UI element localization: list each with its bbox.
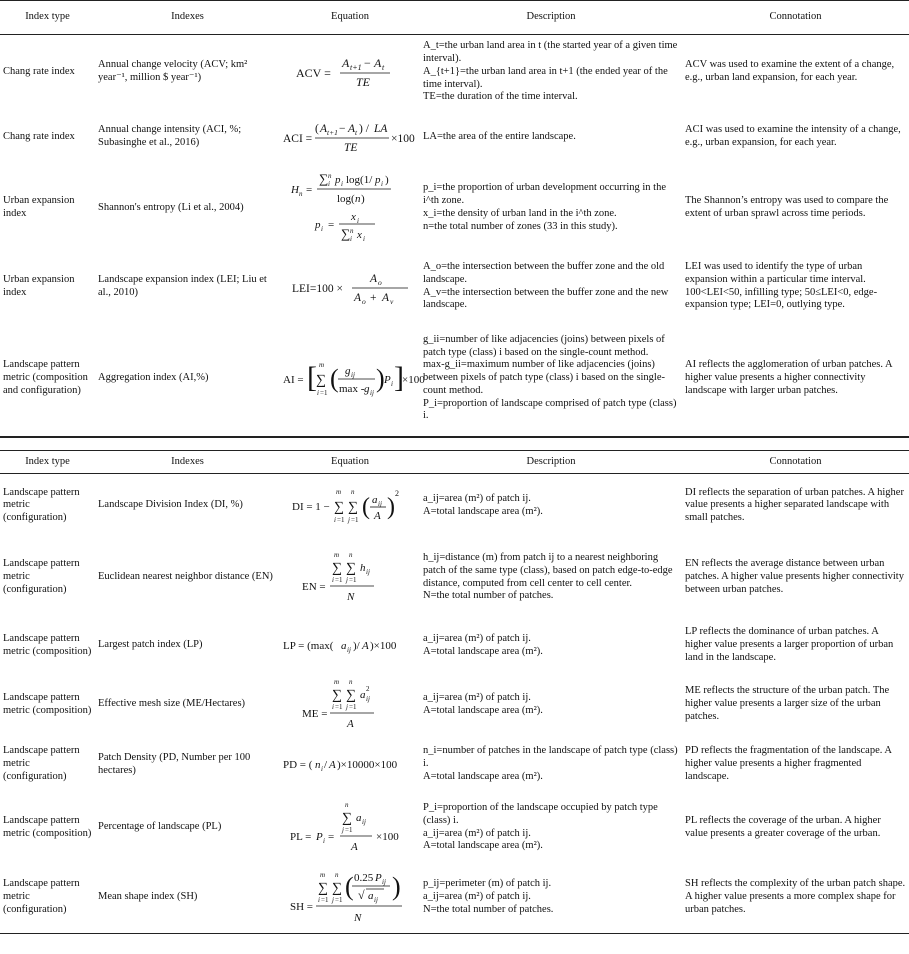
svg-text:i: i	[321, 225, 323, 233]
svg-text:∑: ∑	[318, 881, 328, 897]
svg-text:TE: TE	[344, 142, 358, 154]
connotation-cell: PL reflects the coverage of the urban. A higher value presents a greater coverage of the urban.	[685, 814, 881, 839]
svg-text:n: n	[299, 190, 303, 198]
svg-text:)×100: )×100	[370, 639, 397, 652]
svg-text:=1: =1	[321, 896, 329, 905]
svg-text:): )	[361, 193, 365, 205]
svg-text:PL =: PL =	[290, 830, 312, 843]
table-header-row	[0, 1, 909, 35]
desc-line: g_ii=number of like adjacencies (joins) between pixels of patch type (class) i based on the single-count method.	[423, 333, 665, 358]
svg-text:a: a	[368, 890, 374, 903]
svg-text:ij: ij	[366, 694, 370, 703]
table-header-row	[0, 451, 909, 474]
svg-text:n: n	[328, 172, 332, 180]
svg-text:2: 2	[395, 488, 399, 498]
desc-line: A=total landscape area (m²).	[423, 840, 543, 852]
svg-text:ACV =: ACV =	[296, 66, 331, 81]
svg-text:∑: ∑	[319, 171, 329, 186]
svg-text:A: A	[348, 123, 356, 135]
svg-text:n: n	[349, 677, 353, 686]
svg-text:∑: ∑	[332, 881, 342, 897]
equation-cell	[280, 538, 420, 618]
svg-text:∑: ∑	[346, 560, 356, 576]
svg-text:i: i	[381, 180, 383, 188]
svg-text:j: j	[346, 575, 348, 584]
svg-text:AI =: AI =	[283, 373, 304, 386]
svg-text:∑: ∑	[346, 687, 356, 703]
table-row	[0, 862, 909, 934]
svg-text:=1: =1	[335, 896, 343, 905]
svg-text:N: N	[347, 590, 355, 603]
svg-text:SH =: SH =	[290, 901, 314, 914]
table-row	[0, 474, 909, 538]
svg-text:A: A	[354, 291, 362, 304]
index-name-cell: Euclidean nearest neighbor distance (EN)	[98, 571, 273, 583]
svg-text:=1: =1	[345, 825, 353, 834]
desc-line: n_i=number of patches in the landscape of patch type (class) i.	[423, 745, 678, 770]
svg-text:i: i	[341, 180, 343, 188]
index-type-cell: Landscape pattern metric (configuration)	[0, 862, 95, 934]
index-name-cell: Annual change intensity (ACI, %; Subasinghe et al., 2016)	[98, 124, 242, 148]
svg-text:n: n	[345, 800, 349, 809]
header-equation: Equation	[280, 1, 420, 35]
svg-text:): )	[387, 493, 395, 520]
header-description: Description	[420, 451, 682, 474]
connotation-cell: SH reflects the complexity of the urban patch shape. A higher value presents a more complex shape for urban patches.	[682, 862, 909, 934]
header-equation: Equation	[280, 451, 420, 474]
svg-text:=1: =1	[335, 575, 343, 584]
index-type-cell: Landscape pattern metric (composition)	[3, 691, 92, 716]
lp-equation	[283, 634, 417, 658]
header-index-type: Index type	[0, 1, 95, 35]
svg-text:=1: =1	[337, 515, 345, 524]
svg-text:m: m	[320, 871, 326, 880]
svg-text:∑: ∑	[348, 499, 358, 515]
index-name-cell: Mean shape index (SH)	[95, 862, 280, 934]
svg-text:∑: ∑	[316, 372, 326, 388]
desc-line: x_i=the density of urban land in the i^th zone.	[423, 208, 617, 219]
equation-cell	[280, 794, 420, 862]
description-cell	[420, 736, 682, 794]
svg-text:m: m	[334, 677, 340, 686]
svg-text:n: n	[349, 550, 353, 559]
desc-line: a_ij=area (m²) of patch ij.	[423, 890, 531, 902]
desc-line: a_ij=area (m²) of patch ij.	[423, 632, 531, 644]
svg-text:): )	[385, 174, 389, 186]
svg-text:ij: ij	[382, 878, 386, 887]
svg-text:A: A	[320, 123, 328, 135]
desc-line: p_ij=perimeter (m) of patch ij.	[423, 878, 552, 890]
index-name-cell: Effective mesh size (ME/Hectares)	[98, 698, 246, 710]
table-row	[0, 110, 909, 165]
en-equation	[300, 550, 400, 606]
pl-equation	[288, 800, 412, 856]
index-type-cell: Landscape pattern metric (composition)	[3, 632, 92, 657]
svg-text:o: o	[378, 277, 382, 287]
header-index-type: Index type	[0, 451, 95, 474]
connotation-cell: The Shannon’s entropy was used to compare the extent of urban sprawl across time periods.	[685, 195, 889, 219]
index-name-cell: Percentage of landscape (PL)	[98, 821, 222, 833]
desc-line: max-g_ii=maximum number of like adjacencies (joins) between pixels of patch type (class) i based on the single-count method.	[423, 359, 666, 396]
equation-cell	[280, 322, 425, 437]
svg-text:×100: ×100	[376, 830, 399, 843]
connotation-cell: DI reflects the separation of urban patches. A higher value presents a higher separated landscape with small patches.	[685, 486, 904, 524]
svg-text:P: P	[316, 830, 323, 843]
svg-text:)×10000×100: )×10000×100	[337, 758, 398, 771]
svg-text:n: n	[355, 193, 361, 205]
table-row	[0, 35, 909, 110]
connotation-cell: PD reflects the fragmentation of the landscape. A higher value presents a higher fragmented landscape.	[685, 745, 892, 782]
svg-text:A: A	[347, 717, 354, 730]
description-cell	[420, 862, 682, 934]
svg-text:n: n	[351, 487, 355, 496]
index-type-cell: Urban expansion index	[3, 273, 75, 298]
svg-text:/: /	[324, 758, 328, 771]
me-equation	[300, 677, 400, 733]
description-cell	[420, 538, 682, 618]
equation-cell	[280, 252, 420, 322]
svg-text:t+1: t+1	[350, 63, 362, 73]
svg-text:H: H	[291, 184, 299, 196]
description-cell	[420, 165, 682, 252]
svg-text:ij: ij	[347, 645, 351, 654]
svg-text:t+1: t+1	[327, 128, 338, 137]
svg-text:): )	[392, 872, 401, 902]
desc-line: P_i=proportion of the landscape occupied by patch type (class) i.	[423, 801, 658, 826]
svg-text:(: (	[330, 363, 339, 393]
shannon-equation	[285, 168, 415, 248]
index-type-cell: Landscape pattern metric (composition)	[3, 814, 92, 839]
ai-equation	[283, 354, 425, 404]
svg-text:TE: TE	[356, 75, 371, 90]
svg-text:n: n	[315, 758, 321, 771]
svg-text:PD = (: PD = (	[283, 758, 313, 771]
svg-text:=1: =1	[351, 515, 359, 524]
svg-text:∑: ∑	[341, 226, 351, 241]
svg-text:j: j	[348, 515, 350, 524]
svg-text:p: p	[335, 174, 341, 186]
svg-text:i: i	[328, 180, 330, 188]
index-type-cell: Chang rate index	[3, 65, 75, 77]
connotation-cell: EN reflects the average distance between urban patches. A higher value presents higher connectivity between urban patches.	[685, 558, 904, 595]
sh-equation	[288, 866, 412, 928]
table-2	[0, 450, 909, 934]
svg-text:ij: ij	[351, 370, 355, 379]
desc-line: TE=the duration of the time interval.	[423, 91, 578, 103]
header-indexes: Indexes	[95, 451, 280, 474]
svg-text:√: √	[358, 888, 365, 903]
svg-text:A: A	[351, 840, 358, 853]
svg-text:log(: log(	[337, 193, 355, 205]
svg-text:i: i	[317, 388, 319, 397]
description-cell	[420, 252, 682, 322]
connotation-cell: LEI was used to identify the type of urban expansion within a particular time interval. 100<LEI<50, infilling type; 50≤LEI<0, edge-expansion type; LEI=0, outlying type.	[685, 260, 878, 311]
svg-text:A: A	[329, 758, 336, 771]
index-type-cell: Landscape pattern metric (configuration)	[3, 558, 80, 595]
desc-line: A=total landscape area (m²).	[423, 770, 543, 782]
description-cell	[420, 322, 682, 437]
pd-equation	[283, 753, 419, 777]
svg-text:ij: ij	[366, 567, 370, 576]
svg-text:−: −	[339, 123, 346, 135]
desc-line: A=total landscape area (m²).	[423, 704, 543, 716]
header-indexes: Indexes	[95, 1, 280, 35]
index-type-cell: Landscape pattern metric (configuration)	[3, 745, 80, 782]
svg-text:=1: =1	[349, 575, 357, 584]
svg-text:EN =: EN =	[302, 580, 326, 593]
svg-text:ME =: ME =	[302, 707, 328, 720]
svg-text:P: P	[384, 373, 391, 386]
svg-text:+: +	[370, 291, 377, 304]
index-name-cell: Patch Density (PD, Number per 100 hectares)	[98, 751, 251, 776]
svg-text:LEI=100 ×: LEI=100 ×	[292, 282, 343, 295]
equation-cell	[280, 618, 420, 674]
connotation-cell: LP reflects the dominance of urban patches. A higher value presents a larger proportion of urban land in the landscape.	[685, 626, 894, 663]
connotation-cell: ACI was used to examine the intensity of a change, e.g., urban expansion, for each year.	[685, 124, 901, 148]
svg-text:ACI =: ACI =	[283, 133, 313, 145]
equation-cell	[280, 862, 420, 934]
svg-text:m: m	[336, 487, 342, 496]
desc-line: N=the total number of patches.	[423, 590, 554, 602]
svg-text:]: ]	[394, 360, 404, 394]
svg-text:i: i	[350, 235, 352, 243]
connotation-cell: ME reflects the structure of the urban patch. The higher value presents a larger size of the urban patches.	[685, 685, 890, 722]
svg-text:i: i	[334, 515, 336, 524]
svg-text:∑: ∑	[334, 499, 344, 515]
index-name-cell: Landscape expansion index (LEI; Liu et al., 2010)	[98, 273, 267, 298]
desc-line: a_ij=area (m²) of patch ij.	[423, 691, 531, 703]
svg-text:A: A	[382, 291, 390, 304]
desc-line: A_t=the urban land area in t (the started year of a given time interval).	[423, 40, 678, 65]
index-name-cell: Landscape Division Index (DI, %)	[98, 499, 243, 511]
svg-text:m: m	[319, 360, 325, 369]
index-name-cell: Shannon's entropy (Li et al., 2004)	[98, 201, 244, 213]
svg-text:) /: ) /	[359, 123, 369, 135]
header-description: Description	[420, 1, 682, 35]
description-cell	[420, 110, 682, 165]
svg-text:m: m	[334, 550, 340, 559]
svg-text:×100: ×100	[402, 373, 425, 386]
svg-text:(: (	[315, 123, 319, 135]
svg-text:p: p	[315, 219, 321, 231]
index-type-cell: Urban expansion index	[3, 195, 75, 219]
svg-text:2: 2	[366, 684, 370, 693]
index-name-cell: Aggregation index (AI,%)	[95, 322, 280, 437]
svg-text:t: t	[382, 63, 385, 73]
svg-text:A: A	[374, 56, 382, 71]
index-type-cell: Landscape pattern metric (composition and configuration)	[0, 322, 95, 437]
svg-text:=: =	[328, 219, 335, 231]
svg-text:i: i	[391, 379, 393, 388]
svg-text:×100: ×100	[391, 133, 415, 145]
di-equation	[290, 483, 410, 529]
header-connotation: Connotation	[682, 1, 909, 35]
desc-line: LA=the area of the entire landscape.	[423, 130, 576, 142]
connotation-cell: AI reflects the agglomeration of urban patches. A higher value presents a higher connectivity landscape with larger urban patches.	[682, 322, 909, 437]
connotation-cell: ACV was used to examine the extent of a change, e.g., urban land expansion, for each year.	[685, 59, 895, 84]
desc-line: A_v=the intersection between the buffer zone and the new landscape.	[423, 286, 669, 311]
equation-cell	[280, 736, 420, 794]
svg-text:ij: ij	[362, 817, 366, 826]
svg-text:ij: ij	[374, 896, 378, 905]
svg-text:=: =	[306, 184, 313, 196]
svg-text:max -: max -	[339, 382, 365, 395]
desc-line: n=the total number of zones (33 in this study).	[423, 220, 618, 232]
description-cell	[420, 618, 682, 674]
svg-text:=1: =1	[335, 702, 343, 711]
svg-text:o: o	[362, 296, 366, 306]
equation-cell	[280, 165, 420, 252]
svg-text:i: i	[363, 235, 365, 243]
description-cell	[420, 674, 682, 736]
svg-text:n: n	[335, 871, 339, 880]
table-row	[0, 674, 909, 736]
svg-text:log(1/: log(1/	[346, 174, 373, 186]
svg-text:a: a	[341, 639, 347, 652]
svg-text:j: j	[332, 896, 334, 905]
svg-text:n: n	[350, 227, 354, 235]
svg-text:0.25: 0.25	[354, 872, 374, 885]
svg-text:p: p	[375, 174, 381, 186]
table-row	[0, 538, 909, 618]
svg-text:∑: ∑	[332, 687, 342, 703]
desc-line: a_ij=area (m²) of patch ij.	[423, 827, 531, 839]
svg-text:N: N	[354, 912, 362, 925]
desc-line: h_ij=distance (m) from patch ij to a nearest neighboring patch of the same type (class), based on patch edge-to-edge distance, computed from cell center to cell center.	[423, 551, 673, 589]
svg-text:∑: ∑	[332, 560, 342, 576]
acv-equation	[290, 52, 410, 92]
svg-text:A: A	[370, 272, 378, 285]
description-cell	[420, 474, 682, 538]
svg-text:)/: )/	[353, 639, 360, 652]
svg-text:v: v	[390, 296, 394, 306]
desc-line: N=the total number of patches.	[423, 903, 554, 915]
equation-cell	[280, 674, 420, 736]
svg-text:[: [	[307, 360, 317, 394]
svg-text:A: A	[362, 639, 369, 652]
svg-text:g: g	[345, 364, 351, 377]
svg-text:j: j	[342, 825, 344, 834]
description-cell	[420, 794, 682, 862]
svg-text:−: −	[364, 56, 371, 71]
svg-text:): )	[376, 363, 385, 393]
svg-text:ij: ij	[378, 499, 382, 508]
svg-text:A: A	[374, 509, 381, 522]
svg-text:a: a	[360, 688, 366, 701]
header-connotation: Connotation	[682, 451, 909, 474]
svg-text:i: i	[318, 896, 320, 905]
svg-text:h: h	[360, 561, 366, 574]
svg-text:t: t	[355, 128, 358, 137]
svg-text:i: i	[357, 217, 359, 225]
equation-cell	[280, 474, 420, 538]
svg-text:=: =	[328, 830, 335, 843]
equation-cell	[280, 110, 420, 165]
table-row	[0, 165, 909, 252]
table-1	[0, 0, 909, 438]
table-row	[0, 618, 909, 674]
svg-text:i: i	[323, 836, 325, 845]
svg-text:i: i	[332, 575, 334, 584]
svg-text:∑: ∑	[342, 810, 352, 826]
desc-line: a_ij=area (m²) of patch ij.	[423, 492, 531, 504]
desc-line: A_{t+1}=the urban land area in t+1 (the ended year of the time interval).	[423, 65, 668, 90]
table-row	[0, 252, 909, 322]
svg-text:a: a	[356, 811, 362, 824]
svg-text:(: (	[345, 872, 354, 902]
desc-line: p_i=the proportion of urban development occurring in the i^th zone.	[423, 182, 666, 207]
svg-text:i: i	[332, 702, 334, 711]
svg-text:=1: =1	[320, 388, 328, 397]
table-row	[0, 736, 909, 794]
desc-line: A=total landscape area (m²).	[423, 645, 543, 657]
svg-text:ij: ij	[370, 388, 374, 397]
svg-text:=1: =1	[349, 702, 357, 711]
description-cell	[420, 35, 682, 110]
svg-text:LP = (max(: LP = (max(	[283, 639, 334, 652]
svg-text:A: A	[342, 56, 350, 71]
table-row	[0, 794, 909, 862]
svg-text:LA: LA	[374, 123, 388, 135]
desc-line: P_i=proportion of landscape comprised of patch type (class) i.	[423, 397, 677, 422]
svg-text:x: x	[351, 211, 356, 223]
desc-line: A=total landscape area (m²).	[423, 505, 543, 517]
aci-equation	[283, 117, 419, 157]
index-name-cell: Annual change velocity (ACV; km² year⁻¹, million $ year⁻¹)	[98, 59, 248, 84]
equation-cell	[280, 35, 420, 110]
svg-text:j: j	[346, 702, 348, 711]
svg-text:i: i	[321, 764, 323, 773]
index-name-cell: Largest patch index (LP)	[98, 639, 203, 651]
table-row	[0, 322, 909, 437]
lei-equation	[290, 267, 410, 307]
svg-text:a: a	[372, 493, 378, 506]
svg-text:(: (	[362, 493, 370, 520]
index-type-cell: Landscape pattern metric (configuration)	[3, 486, 80, 524]
svg-text:g: g	[364, 382, 370, 395]
desc-line: A_o=the intersection between the buffer zone and the old landscape.	[423, 260, 665, 285]
svg-text:DI = 1 −: DI = 1 −	[292, 500, 330, 513]
index-type-cell: Chang rate index	[3, 130, 75, 142]
svg-text:x: x	[357, 229, 362, 241]
svg-text:P: P	[375, 872, 382, 885]
